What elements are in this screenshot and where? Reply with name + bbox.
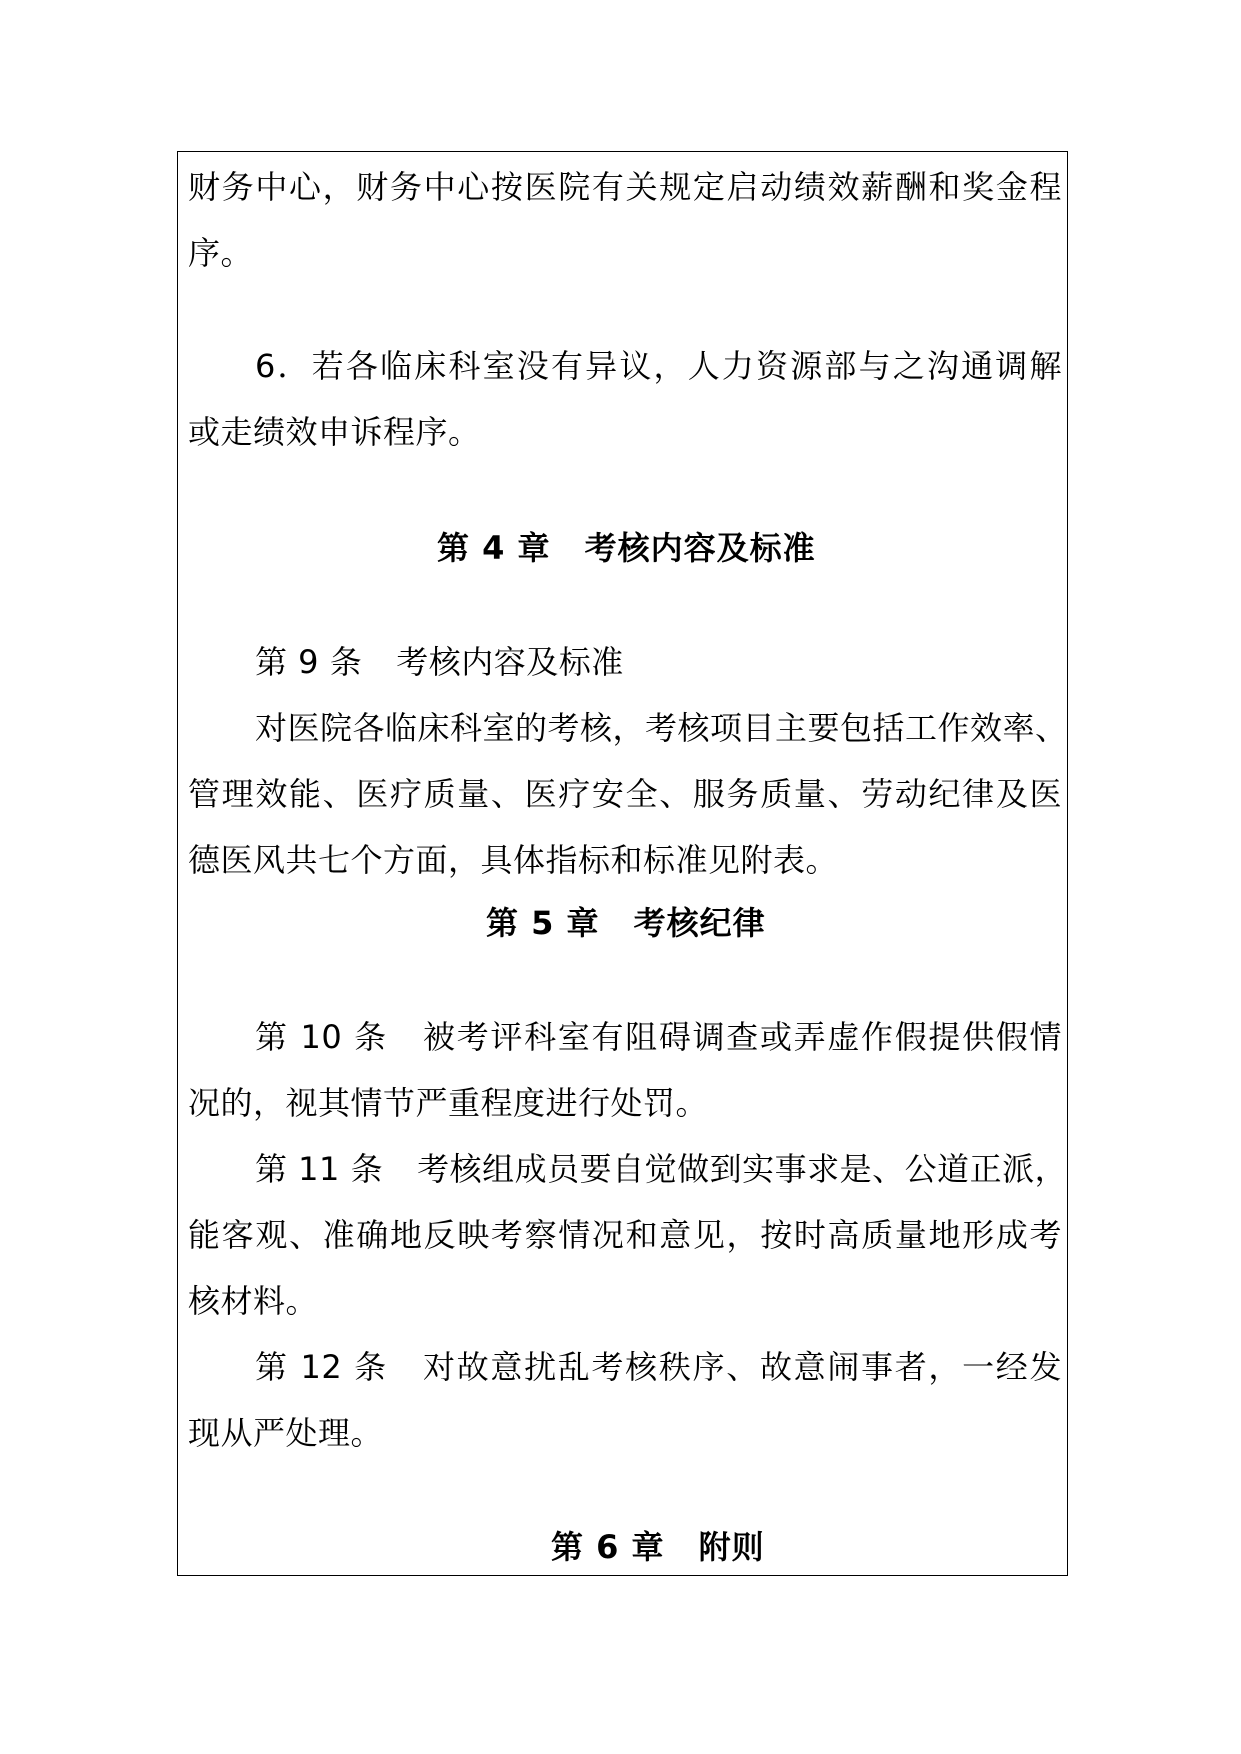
article-paragraph-line	[255, 1347, 1062, 1387]
chapter-title: 附则	[698, 1528, 765, 1566]
paragraph-line: 6．若各临床科室没有异议，人力资源部与之沟通调解	[255, 347, 1062, 385]
chapter-title: 考核内容及标准	[584, 529, 816, 567]
article-number: 第 9 条	[255, 643, 363, 681]
chapter-title: 考核纪律	[633, 904, 766, 942]
article-text: 考核组成员要自觉做到实事求是、公道正派，	[417, 1150, 1068, 1188]
paragraph-line: 能客观、准确地反映考察情况和意见，按时高质量地形成考	[188, 1216, 1062, 1254]
chapter-number: 第 5 章	[486, 904, 600, 942]
chapter-number: 第 4 章	[437, 529, 551, 567]
paragraph-line: 德医风共七个方面，具体指标和标准见附表。	[188, 841, 839, 879]
paragraph-line: 财务中心，财务中心按医院有关规定启动绩效薪酬和奖金程	[188, 168, 1062, 206]
chapter-heading	[437, 528, 816, 568]
paragraph-line: 对医院各临床科室的考核，考核项目主要包括工作效率、	[255, 709, 1068, 747]
paragraph-line: 序。	[188, 234, 254, 272]
article-text: 对故意扰乱考核秩序、故意闹事者，一经发	[421, 1348, 1062, 1386]
article-number: 第 12 条	[255, 1348, 388, 1386]
chapter-heading	[486, 903, 766, 943]
chapter-number: 第 6 章	[551, 1528, 665, 1566]
article-heading	[255, 642, 1062, 682]
article-title: 考核内容及标准	[396, 643, 624, 681]
article-paragraph-line	[255, 1017, 1062, 1057]
article-number: 第 11 条	[255, 1150, 384, 1188]
paragraph-line: 核材料。	[188, 1282, 319, 1320]
paragraph-line: 管理效能、医疗质量、医疗安全、服务质量、劳动纪律及医	[188, 775, 1062, 813]
paragraph-line: 况的，视其情节严重程度进行处罚。	[188, 1084, 709, 1122]
paragraph-line: 现从严处理。	[188, 1414, 384, 1452]
chapter-heading	[551, 1527, 765, 1567]
article-number: 第 10 条	[255, 1018, 388, 1056]
article-text: 被考评科室有阻碍调查或弄虚作假提供假情	[421, 1018, 1062, 1056]
article-paragraph-line	[255, 1149, 1068, 1189]
paragraph-line: 或走绩效申诉程序。	[188, 413, 481, 451]
